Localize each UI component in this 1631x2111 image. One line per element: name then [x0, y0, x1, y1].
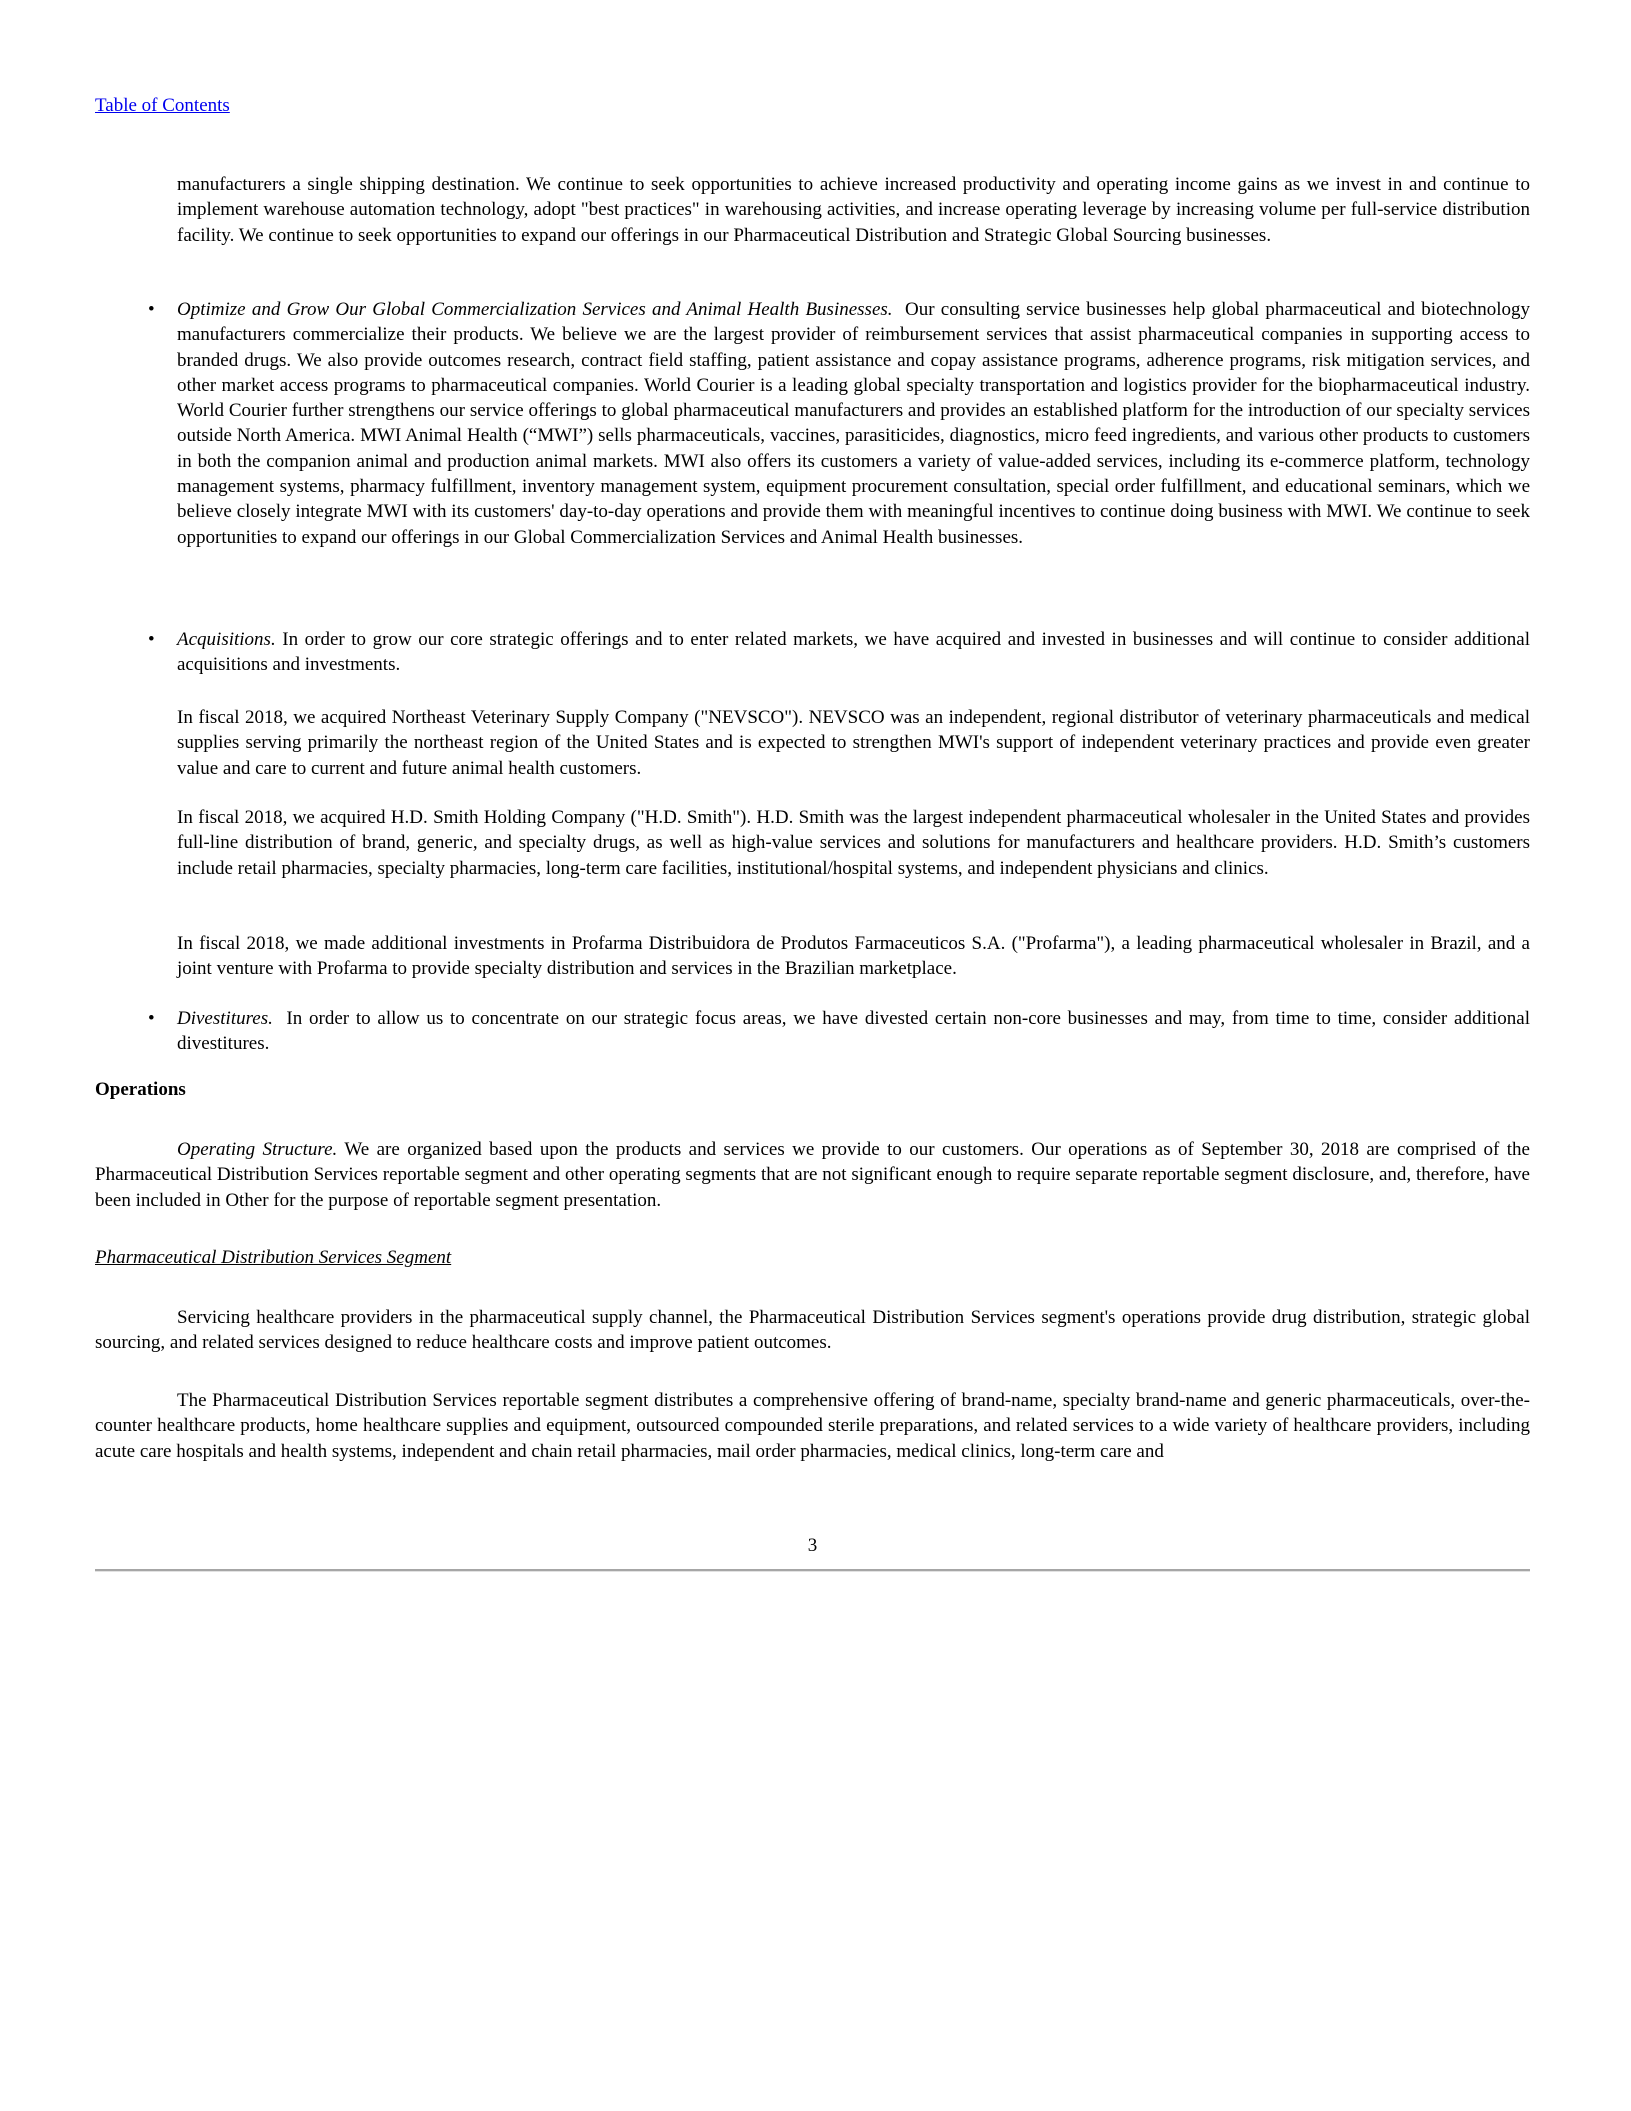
hd-smith-acquisition-paragraph: In fiscal 2018, we acquired H.D. Smith Holding Company ("H.D. Smith"). H.D. Smith was the largest independent pharmaceutical wholesaler in the United States and provides full-line distribution of brand, generic, and specialty drugs, as well as high-value services and solutions for manufacturers and healthcare providers. H.D. Smith’s customers include retail pharmacies, specialty pharmacies, long-term care facilities, institutional/hospital systems, and independent physicians and clinics.	[177, 807, 1530, 879]
bullet-marker: •	[148, 629, 155, 650]
bullet-text: In order to grow our core strategic offerings and to enter related markets, we have acquired and invested in businesses and will continue to consider additional acquisitions and investments.	[177, 629, 1535, 676]
bullet-global-commercialization	[177, 297, 1535, 550]
bullet-title: Optimize and Grow Our Global Commercialization Services and Animal Health Businesses.	[177, 299, 893, 320]
profarma-investment-paragraph: In fiscal 2018, we made additional investments in Profarma Distribuidora de Produtos Farmaceuticos S.A. ("Profarma"), a leading pharmaceutical wholesaler in Brazil, and a joint venture with Profarma to provide specialty distribution and services in the Brazilian marketplace.	[177, 933, 1530, 980]
bullet-marker: •	[148, 1008, 155, 1029]
bullet-acquisitions	[177, 627, 1535, 678]
intro-paragraph: manufacturers a single shipping destination. We continue to seek opportunities to achieve increased productivity and operating income gains as we invest in and continue to implement warehouse automation technology, adopt "best practices" in warehousing activities, and increase operating leverage by increasing volume per full-service distribution facility. We continue to seek opportunities to expand our offerings in our Pharmaceutical Distribution and Strategic Global Sourcing businesses.	[177, 174, 1530, 246]
pds-description-paragraph: The Pharmaceutical Distribution Services reportable segment distributes a comprehensive offering of brand-name, specialty brand-name and generic pharmaceuticals, over-the-counter healthcare products, home healthcare supplies and equipment, outsourced compounded sterile preparations, and related services to a wide variety of healthcare providers, including acute care hospitals and health systems, independent and chain retail pharmacies, mail order pharmacies, medical clinics, long-term care and	[95, 1390, 1530, 1462]
operating-structure-paragraph	[95, 1137, 1530, 1213]
nevsco-acquisition-paragraph: In fiscal 2018, we acquired Northeast Veterinary Supply Company ("NEVSCO"). NEVSCO was an independent, regional distributor of veterinary pharmaceuticals and medical supplies serving primarily the northeast region of the United States and is expected to strengthen MWI's support of independent veterinary practices and provide even greater value and care to current and future animal health customers.	[177, 707, 1530, 779]
operations-heading: Operations	[95, 1079, 186, 1100]
bullet-text: In order to allow us to concentrate on our strategic focus areas, we have divested certain non-core businesses and may, from time to time, consider additional divestitures.	[177, 1008, 1535, 1055]
pds-segment-heading: Pharmaceutical Distribution Services Segment	[95, 1247, 452, 1268]
page-divider	[95, 1569, 1530, 1572]
page-number: 3	[807, 1535, 818, 1556]
table-of-contents-link[interactable]: Table of Contents	[95, 95, 230, 116]
bullet-marker: •	[148, 299, 155, 320]
operating-structure-text: We are organized based upon the products and services we provide to our customers. Our operations as of September 30, 2018 are comprised of the Pharmaceutical Distribution Services reportable segment and other operating segments that are not significant enough to require separate reportable segment disclosure, and, therefore, have been included in Other for the purpose of reportable segment presentation.	[95, 1139, 1530, 1211]
bullet-title: Acquisitions.	[177, 629, 276, 650]
bullet-title: Divestitures.	[177, 1008, 273, 1029]
pds-intro-paragraph: Servicing healthcare providers in the pharmaceutical supply channel, the Pharmaceutical Distribution Services segment's operations provide drug distribution, strategic global sourcing, and related services designed to reduce healthcare costs and improve patient outcomes.	[95, 1307, 1530, 1354]
operating-structure-title: Operating Structure.	[177, 1139, 338, 1160]
bullet-text: Our consulting service businesses help global pharmaceutical and biotechnology manufacturers commercialize their products. We believe we are the largest provider of reimbursement services that assist pharmaceutical companies in supporting access to branded drugs. We also provide outcomes research, contract field staffing, patient assistance and copay assistance programs, adherence programs, risk mitigation services, and other market access programs to pharmaceutical companies. World Courier is a leading global specialty transportation and logistics provider for the biopharmaceutical industry. World Courier further strengthens our service offerings to global pharmaceutical manufacturers and provides an established platform for the introduction of our specialty services outside North America. MWI Animal Health (“MWI”) sells pharmaceuticals, vaccines, parasiticides, diagnostics, micro feed ingredients, and various other products to customers in both the companion animal and production animal markets. MWI also offers its customers a variety of value-added services, including its e-commerce platform, technology management systems, pharmacy fulfillment, inventory management system, equipment procurement consultation, special order fulfillment, and educational seminars, which we believe closely integrate MWI with its customers' day-to-day operations and provide them with meaningful incentives to continue doing business with MWI. We continue to seek opportunities to expand our offerings in our Global Commercialization Services and Animal Health businesses.	[177, 299, 1535, 548]
bullet-divestitures	[177, 1006, 1535, 1057]
